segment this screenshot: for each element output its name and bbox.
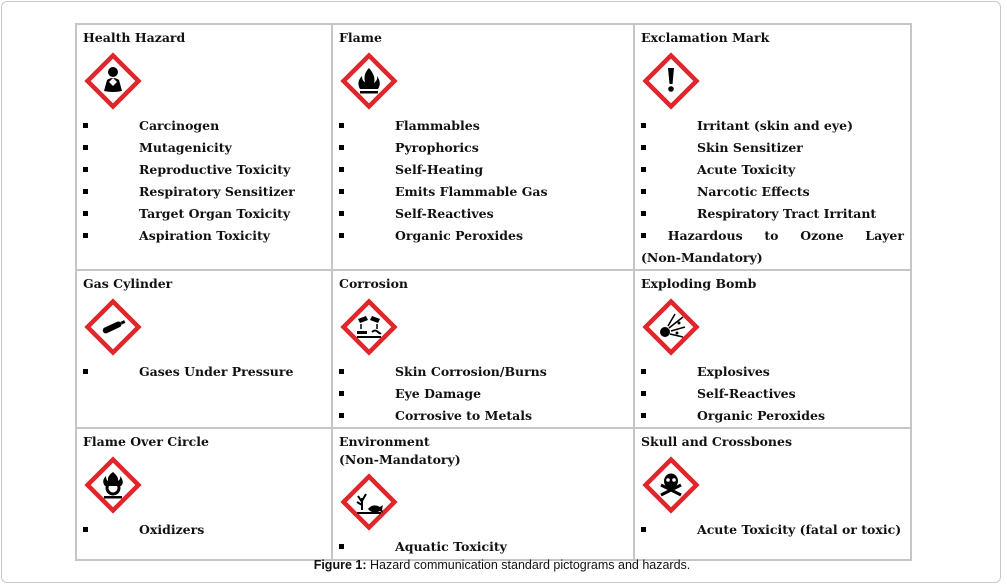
hazard-list bbox=[339, 115, 627, 247]
cell-title: Corrosion bbox=[339, 276, 409, 291]
bullet-icon bbox=[339, 123, 344, 128]
flame-over-circle-icon bbox=[83, 455, 143, 515]
list-item: Target Organ Toxicity bbox=[83, 203, 325, 225]
bullet-icon bbox=[83, 167, 88, 172]
bullet-icon bbox=[641, 211, 646, 216]
cell-title: Skull and Crossbones bbox=[641, 434, 793, 449]
cell-title: Health Hazard bbox=[83, 30, 186, 45]
bullet-icon bbox=[641, 527, 646, 532]
bullet-icon bbox=[83, 189, 88, 194]
list-item: Aquatic Toxicity bbox=[339, 536, 627, 558]
cell-gas-cylinder bbox=[76, 270, 332, 428]
cell-corrosion bbox=[332, 270, 634, 428]
list-item: Gases Under Pressure bbox=[83, 361, 325, 383]
list-item: Flammables bbox=[339, 115, 627, 137]
cell-flame-over-circle bbox=[76, 428, 332, 560]
bullet-icon bbox=[641, 391, 646, 396]
caption-text: Hazard communication standard pictograms and hazards. bbox=[366, 558, 691, 572]
environment-icon bbox=[339, 472, 399, 532]
bullet-icon bbox=[641, 233, 646, 238]
list-item: Respiratory Sensitizer bbox=[83, 181, 325, 203]
skull-and-crossbones-icon bbox=[641, 455, 701, 515]
hazard-list bbox=[641, 361, 904, 427]
pictogram-table bbox=[75, 23, 912, 561]
list-item: Acute Toxicity bbox=[641, 159, 904, 181]
exclamation-mark-icon bbox=[641, 51, 701, 111]
list-item: Organic Peroxides bbox=[641, 405, 904, 427]
list-item: Acute Toxicity (fatal or toxic) bbox=[641, 519, 904, 541]
bullet-icon bbox=[83, 369, 88, 374]
hazard-list bbox=[641, 519, 904, 541]
bullet-icon bbox=[83, 527, 88, 532]
bullet-icon bbox=[641, 145, 646, 150]
bullet-icon bbox=[641, 369, 646, 374]
cell-flame bbox=[332, 24, 634, 270]
list-item: Irritant (skin and eye) bbox=[641, 115, 904, 137]
list-item: Pyrophorics bbox=[339, 137, 627, 159]
bullet-icon bbox=[339, 544, 344, 549]
list-item: Oxidizers bbox=[83, 519, 325, 541]
bullet-icon bbox=[641, 123, 646, 128]
bullet-icon bbox=[641, 167, 646, 172]
bullet-icon bbox=[83, 233, 88, 238]
caption-label: Figure 1: bbox=[313, 558, 367, 572]
hazard-list bbox=[83, 519, 325, 541]
list-item: Eye Damage bbox=[339, 383, 627, 405]
gas-cylinder-icon bbox=[83, 297, 143, 357]
list-item: Explosives bbox=[641, 361, 904, 383]
list-item: Reproductive Toxicity bbox=[83, 159, 325, 181]
bullet-icon bbox=[339, 145, 344, 150]
bullet-icon bbox=[641, 189, 646, 194]
hazard-list bbox=[339, 536, 627, 558]
list-item: Corrosive to Metals bbox=[339, 405, 627, 427]
list-item: Self-Heating bbox=[339, 159, 627, 181]
list-item: Self-Reactives bbox=[339, 203, 627, 225]
flame-icon bbox=[339, 51, 399, 111]
bullet-icon bbox=[339, 369, 344, 374]
cell-environment bbox=[332, 428, 634, 560]
hazard-list bbox=[83, 361, 325, 383]
list-item: Skin Corrosion/Burns bbox=[339, 361, 627, 383]
list-item: Carcinogen bbox=[83, 115, 325, 137]
hazard-list bbox=[641, 115, 904, 269]
bullet-icon bbox=[83, 123, 88, 128]
list-item: Skin Sensitizer bbox=[641, 137, 904, 159]
exploding-bomb-icon bbox=[641, 297, 701, 357]
cell-health-hazard bbox=[76, 24, 332, 270]
cell-title: Gas Cylinder bbox=[83, 276, 173, 291]
figure-caption bbox=[0, 558, 1004, 572]
cell-subtitle: (Non-Mandatory) bbox=[339, 452, 461, 467]
list-item: Hazardous to Ozone Layer (Non-Mandatory) bbox=[641, 228, 904, 265]
list-item: Aspiration Toxicity bbox=[83, 225, 325, 247]
bullet-icon bbox=[339, 189, 344, 194]
cell-title: Environment bbox=[339, 434, 430, 449]
corrosion-icon bbox=[339, 297, 399, 357]
hazard-list bbox=[83, 115, 325, 247]
list-item: Emits Flammable Gas bbox=[339, 181, 627, 203]
cell-title: Exploding Bomb bbox=[641, 276, 757, 291]
bullet-icon bbox=[339, 233, 344, 238]
cell-exploding-bomb bbox=[634, 270, 911, 428]
list-item: Mutagenicity bbox=[83, 137, 325, 159]
bullet-icon bbox=[339, 211, 344, 216]
cell-skull-and-crossbones bbox=[634, 428, 911, 560]
list-item: Narcotic Effects bbox=[641, 181, 904, 203]
cell-title: Flame bbox=[339, 30, 382, 45]
bullet-icon bbox=[339, 391, 344, 396]
bullet-icon bbox=[83, 211, 88, 216]
list-item: Organic Peroxides bbox=[339, 225, 627, 247]
bullet-icon bbox=[339, 167, 344, 172]
cell-title: Flame Over Circle bbox=[83, 434, 209, 449]
hazard-list bbox=[339, 361, 627, 427]
list-item: Respiratory Tract Irritant bbox=[641, 203, 904, 225]
bullet-icon bbox=[641, 413, 646, 418]
cell-exclamation-mark bbox=[634, 24, 911, 270]
cell-title: Exclamation Mark bbox=[641, 30, 770, 45]
bullet-icon bbox=[339, 413, 344, 418]
list-item: Self-Reactives bbox=[641, 383, 904, 405]
bullet-icon bbox=[83, 145, 88, 150]
health-hazard-icon bbox=[83, 51, 143, 111]
